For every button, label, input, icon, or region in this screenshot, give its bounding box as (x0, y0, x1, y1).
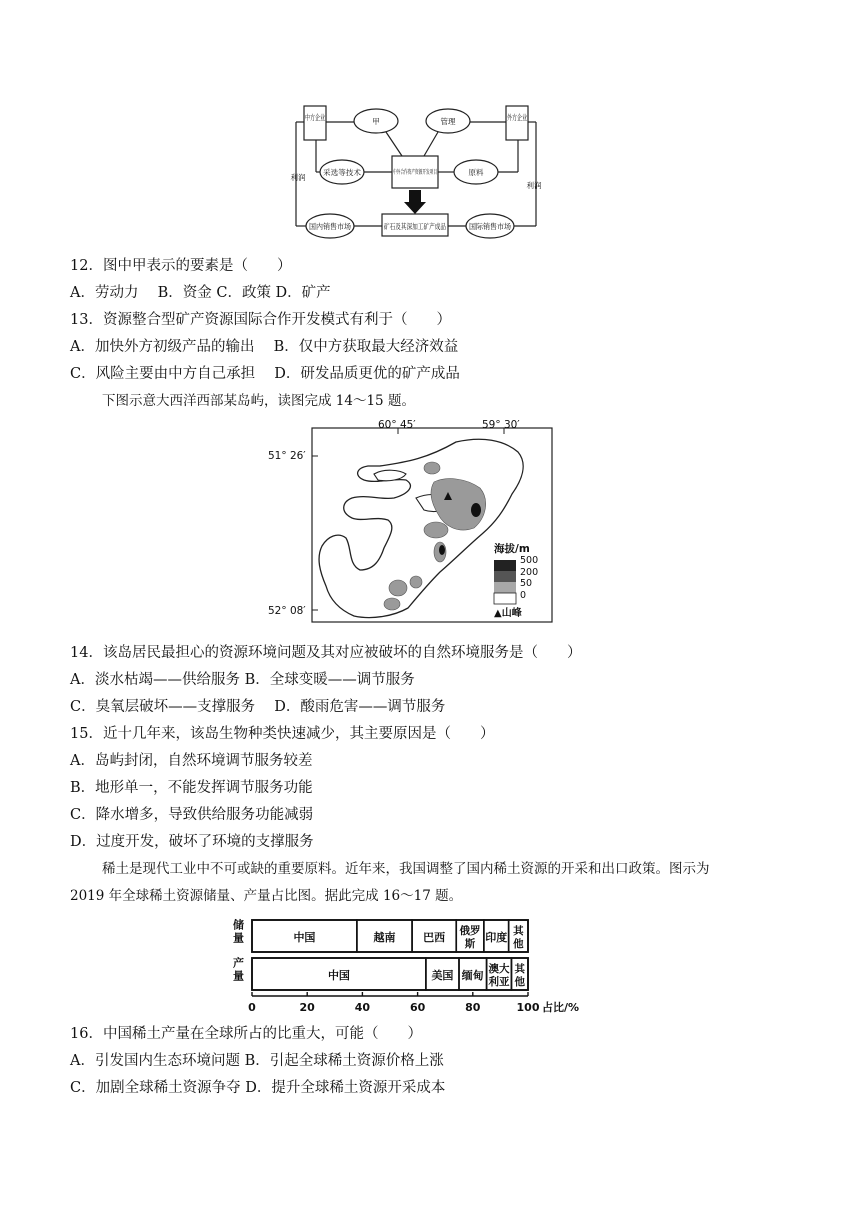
legend-value-0: 0 (520, 590, 527, 601)
q14-options-ab: A．淡水枯竭——供给服务 B．全球变暖——调节服务 (70, 672, 415, 688)
q14-stem: 14．该岛居民最担心的资源环境问题及其对应被破坏的自然环境服务是（ ） (70, 645, 582, 661)
q15-option-d: D．过度开发，破坏了环境的支撑服务 (70, 834, 314, 850)
center-project-label: 中外合作资产资源开发项目 (393, 169, 466, 176)
jia-label: 甲 (372, 117, 380, 126)
segment-label: 他 (513, 938, 524, 950)
q12-options: A．劳动力 B．资金 C．政策 D．矿产 (70, 285, 331, 301)
segment-label: 美国 (431, 969, 454, 982)
x-tick-label: 40 (354, 1001, 371, 1014)
elevation-legend (494, 560, 516, 604)
x-tick-label: 0 (248, 1001, 256, 1014)
products-label: 矿石及其深加工矿产成品 (384, 222, 467, 231)
segment-label: 他 (514, 976, 525, 988)
intro-14-15: 下图示意大西洋西部某岛屿，读图完成 14～15 题。 (102, 393, 415, 409)
q16-stem: 16．中国稀土产量在全球所占的比重大，可能（ ） (70, 1026, 422, 1042)
segment-label: 越南 (373, 931, 396, 944)
foreign-company-box (506, 106, 537, 140)
q15-option-b: B．地形单一，不能发挥调节服务功能 (70, 780, 313, 796)
series-label: 产量 (231, 957, 245, 983)
cn-company-box (304, 106, 335, 140)
q13-options-cd: C．风险主要由中方自己承担 D．研发品质更优的矿产成品 (70, 366, 460, 382)
segment-label: 斯 (464, 938, 476, 950)
segment-label: 缅甸 (461, 969, 484, 982)
series-label: 储量 (231, 919, 245, 945)
q15-option-c: C．降水增多，导致供给服务功能减弱 (70, 807, 314, 823)
management-label: 管理 (440, 117, 456, 126)
lon-left-label: 60° 45′ (378, 419, 416, 431)
q12-stem: 12．图中甲表示的要素是（ ） (70, 258, 292, 274)
cn-company-label: 中方企业 (305, 113, 335, 122)
segment-label: 中国 (327, 969, 350, 982)
x-tick-label: 60 (409, 1001, 426, 1014)
cooperation-flowchart (290, 98, 570, 248)
domestic-market-label: 国内销售市场 (309, 222, 354, 231)
q16-options-ab: A．引发国内生态环境问题 B．引起全球稀土资源价格上涨 (70, 1053, 444, 1069)
x-tick-label: 20 (299, 1001, 315, 1014)
q16-options-cd: C．加剧全球稀土资源争夺 D．提升全球稀土资源开采成本 (70, 1080, 446, 1096)
intl-market-label: 国际销售市场 (469, 222, 514, 231)
segment-label: 其 (514, 963, 525, 975)
foreign-company-label: 外方企业 (507, 113, 537, 122)
profit-left-label: 利润 (290, 173, 306, 182)
lat-top-label: 51° 26′ (268, 450, 306, 462)
segment-label: 印度 (485, 931, 508, 944)
intro-16-17-line1: 稀土是现代工业中不可或缺的重要原料。近年来，我国调整了国内稀土资源的开采和出口政策。图示为 (102, 861, 710, 877)
legend-value-50: 50 (520, 578, 533, 589)
legend-title: 海拔/m (494, 543, 530, 555)
legend-value-500: 500 (520, 555, 539, 566)
segment-label: 澳大 (488, 963, 510, 975)
x-axis-label: 占比/% (542, 1001, 580, 1014)
raw-material-label: 原料 (468, 168, 484, 177)
profit-right-label: 利润 (526, 181, 542, 190)
x-tick-label: 80 (465, 1001, 481, 1014)
segment-label: 其 (513, 925, 524, 937)
mining-tech-label: 采选等技术 (323, 168, 361, 177)
x-tick-label: 100 (516, 1001, 540, 1014)
peak-legend-label: ▲山峰 (494, 608, 522, 619)
q14-options-cd: C．臭氧层破坏——支撑服务 D．酸雨危害——调节服务 (70, 699, 446, 715)
island-map (268, 418, 568, 628)
segment-label: 中国 (293, 931, 316, 944)
q13-options-ab: A．加快外方初级产品的输出 B．仅中方获取最大经济效益 (70, 339, 459, 355)
lon-right-label: 59° 30′ (482, 419, 520, 431)
q13-stem: 13．资源整合型矿产资源国际合作开发模式有利于（ ） (70, 312, 451, 328)
rare-earth-chart (226, 912, 606, 1020)
segment-label: 巴西 (423, 931, 446, 944)
q15-option-a: A．岛屿封闭，自然环境调节服务较差 (70, 753, 313, 769)
legend-value-200: 200 (520, 567, 539, 578)
intro-16-17-line2: 2019 年全球稀土资源储量、产量占比图。据此完成 16～17 题。 (70, 888, 463, 904)
segment-label: 俄罗 (459, 925, 481, 937)
lat-bottom-label: 52° 08′ (268, 605, 306, 617)
segment-label: 利亚 (488, 976, 510, 988)
q15-stem: 15．近十几年来，该岛生物种类快速减少，其主要原因是（ ） (70, 726, 495, 742)
